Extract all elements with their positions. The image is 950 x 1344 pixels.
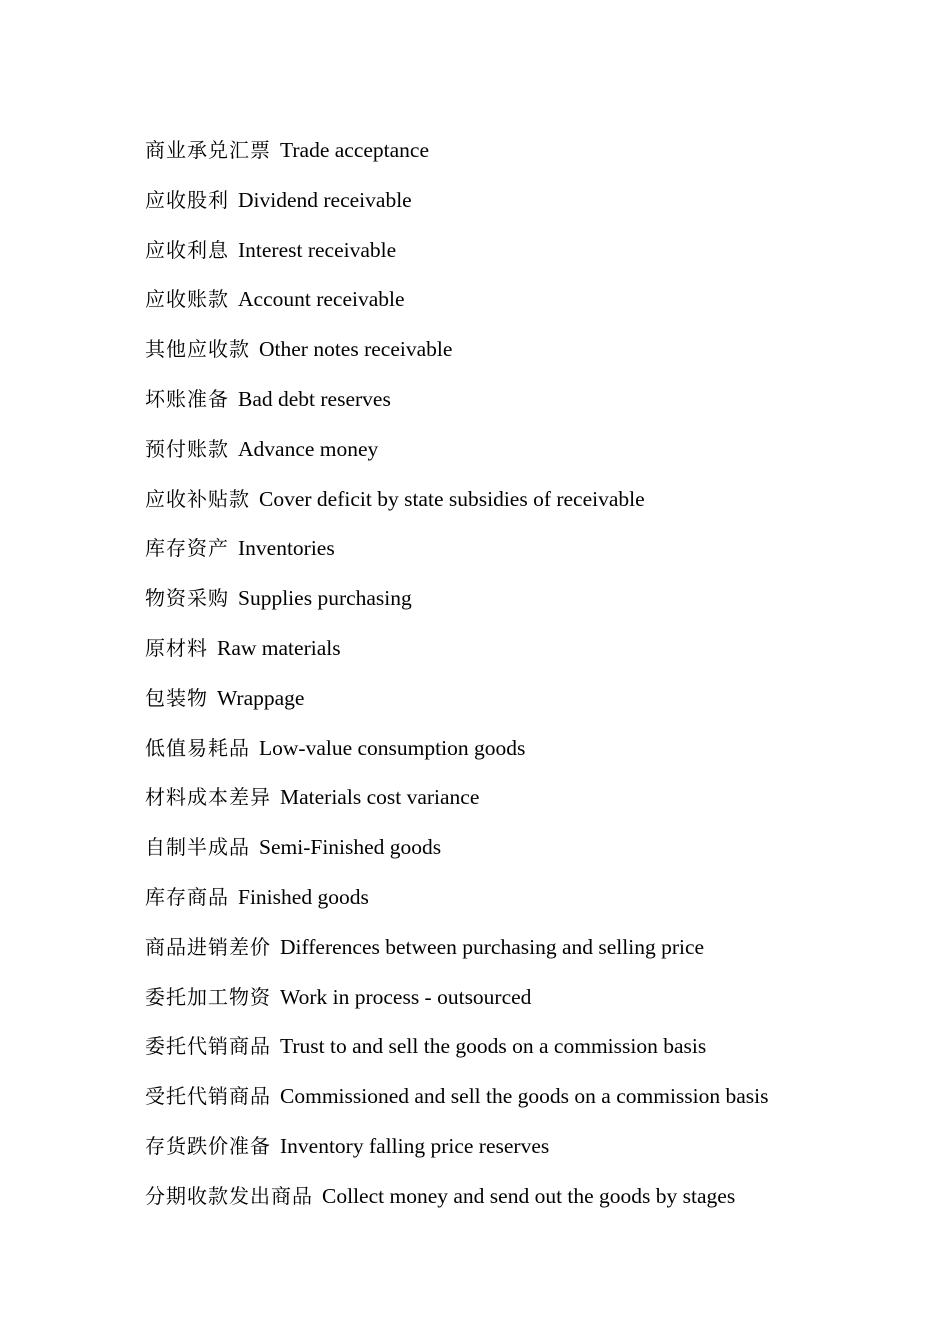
glossary-entry xyxy=(145,531,769,581)
glossary-entry xyxy=(145,1179,769,1229)
chinese-term: 应收利息 xyxy=(145,237,229,262)
glossary-entry xyxy=(145,731,769,781)
english-term: Inventories xyxy=(238,536,335,561)
chinese-term: 低值易耗品 xyxy=(145,735,250,760)
glossary-entry xyxy=(145,830,769,880)
glossary-entry xyxy=(145,382,769,432)
chinese-term: 应收账款 xyxy=(145,287,229,312)
glossary-entry xyxy=(145,282,769,332)
english-term: Trade acceptance xyxy=(280,138,430,162)
glossary-entry xyxy=(145,233,769,283)
glossary-entry xyxy=(145,183,769,233)
english-term: Work in process - outsourced xyxy=(280,984,532,1009)
chinese-term: 其他应收款 xyxy=(145,337,250,362)
glossary-entry xyxy=(145,780,769,830)
chinese-term: 包装物 xyxy=(145,685,208,710)
glossary-entry xyxy=(145,432,769,482)
glossary-entry xyxy=(145,880,769,930)
english-term: Wrappage xyxy=(217,685,305,710)
chinese-term: 分期收款发出商品 xyxy=(145,1183,313,1208)
english-term: Low-value consumption goods xyxy=(259,735,526,760)
english-term: Materials cost variance xyxy=(280,785,480,810)
english-term: Cover deficit by state subsidies of receivable xyxy=(259,486,645,511)
glossary-entry xyxy=(145,631,769,681)
chinese-term: 材料成本差异 xyxy=(145,785,271,810)
glossary-entry xyxy=(145,133,769,183)
chinese-term: 原材料 xyxy=(145,635,208,660)
english-term: Advance money xyxy=(238,436,379,461)
glossary-entry xyxy=(145,1079,769,1129)
english-term: Raw materials xyxy=(217,635,341,660)
chinese-term: 受托代销商品 xyxy=(145,1084,271,1109)
english-term: Interest receivable xyxy=(238,237,397,262)
chinese-term: 委托加工物资 xyxy=(145,984,271,1009)
english-term: Trust to and sell the goods on a commission basis xyxy=(280,1034,707,1059)
glossary-entry xyxy=(145,930,769,980)
chinese-term: 应收股利 xyxy=(145,187,229,212)
chinese-term: 预付账款 xyxy=(145,436,229,461)
chinese-term: 物资采购 xyxy=(145,586,229,611)
english-term: Collect money and send out the goods by stages xyxy=(322,1183,736,1208)
english-term: Finished goods xyxy=(238,884,369,909)
glossary-entry xyxy=(145,681,769,731)
english-term: Supplies purchasing xyxy=(238,586,412,611)
glossary-entry xyxy=(145,332,769,382)
chinese-term: 库存商品 xyxy=(145,884,229,909)
chinese-term: 委托代销商品 xyxy=(145,1034,271,1059)
english-term: Other notes receivable xyxy=(259,337,453,362)
chinese-term: 商品进销差价 xyxy=(145,934,271,959)
english-term: Inventory falling price reserves xyxy=(280,1133,550,1158)
english-term: Account receivable xyxy=(238,287,405,312)
chinese-term: 坏账准备 xyxy=(145,386,229,411)
glossary-entry xyxy=(145,1029,769,1079)
english-term: Bad debt reserves xyxy=(238,386,391,411)
chinese-term: 库存资产 xyxy=(145,536,229,561)
chinese-term: 自制半成品 xyxy=(145,835,250,860)
english-term: Semi-Finished goods xyxy=(259,835,442,860)
chinese-term: 应收补贴款 xyxy=(145,486,250,511)
english-term: Differences between purchasing and selling price xyxy=(280,934,705,959)
english-term: Commissioned and sell the goods on a commission basis xyxy=(280,1084,769,1109)
glossary-list xyxy=(145,133,769,1229)
english-term: Dividend receivable xyxy=(238,187,412,212)
glossary-entry xyxy=(145,1129,769,1179)
chinese-term: 商业承兑汇票 xyxy=(145,138,271,162)
chinese-term: 存货跌价准备 xyxy=(145,1133,271,1158)
glossary-entry xyxy=(145,980,769,1030)
glossary-entry xyxy=(145,482,769,532)
glossary-entry xyxy=(145,581,769,631)
